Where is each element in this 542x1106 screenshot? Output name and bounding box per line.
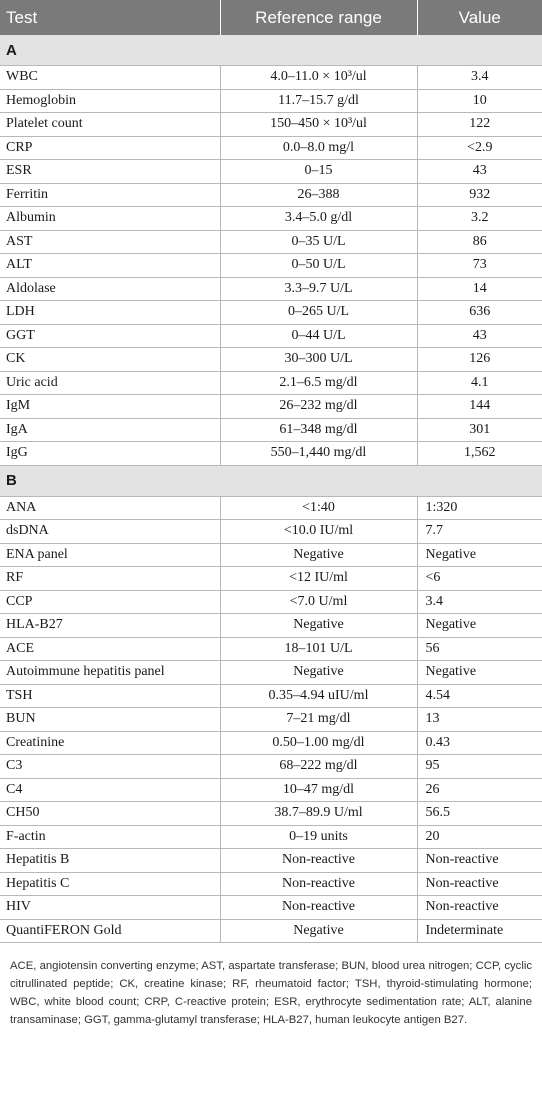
test-name-cell: C4 [0,778,220,802]
test-name-cell: Autoimmune hepatitis panel [0,661,220,685]
table-row [0,614,542,638]
reference-range-cell: 0.0–8.0 mg/l [220,136,417,160]
reference-range-cell: Negative [220,614,417,638]
test-name-cell: ANA [0,496,220,520]
reference-range-cell: 26–232 mg/dl [220,395,417,419]
reference-range-cell: 0–44 U/L [220,324,417,348]
test-name-cell: IgA [0,418,220,442]
value-cell: Negative [417,543,542,567]
value-cell: Negative [417,614,542,638]
reference-range-cell: 0–15 [220,160,417,184]
reference-range-cell: 550–1,440 mg/dl [220,442,417,466]
table-footnote: ACE, angiotensin converting enzyme; AST, aspartate transferase; BUN, blood urea nitrogen; CCP, cyclic citrullinated peptide; CK, creatine kinase; RF, rheumatoid factor; TSH, thyroid-stimulating hormone; WBC, white blood count; CRP, C-reactive protein; ESR, erythrocyte sedimentation rate; ALT, alanine transaminase; GGT, gamma-glutamyl transferase; HLA-B27, human leukocyte antigen B27. [10,960,532,1026]
value-cell: 144 [417,395,542,419]
header-test: Test [0,0,220,35]
header-row [0,0,542,35]
value-cell: 636 [417,301,542,325]
test-name-cell: ALT [0,254,220,278]
value-cell: 1:320 [417,496,542,520]
table-row [0,395,542,419]
test-name-cell: CK [0,348,220,372]
value-cell: 95 [417,755,542,779]
value-cell: Non-reactive [417,896,542,920]
value-cell: 3.4 [417,66,542,90]
reference-range-cell: 10–47 mg/dl [220,778,417,802]
table-row [0,755,542,779]
value-cell: 3.4 [417,590,542,614]
reference-range-cell: 2.1–6.5 mg/dl [220,371,417,395]
test-name-cell: HLA-B27 [0,614,220,638]
value-cell: 14 [417,277,542,301]
reference-range-cell: <12 IU/ml [220,567,417,591]
table-row [0,207,542,231]
value-cell: Non-reactive [417,849,542,873]
reference-range-cell: 150–450 × 10³/ul [220,113,417,137]
test-name-cell: ESR [0,160,220,184]
test-name-cell: Albumin [0,207,220,231]
table-row [0,136,542,160]
table-row [0,160,542,184]
test-name-cell: QuantiFERON Gold [0,919,220,943]
test-name-cell: TSH [0,684,220,708]
table-row [0,277,542,301]
value-cell: 43 [417,160,542,184]
reference-range-cell: Non-reactive [220,896,417,920]
reference-range-cell: 0–265 U/L [220,301,417,325]
section-a [0,35,542,465]
value-cell: 1,562 [417,442,542,466]
value-cell: Negative [417,661,542,685]
test-name-cell: IgG [0,442,220,466]
test-name-cell: dsDNA [0,520,220,544]
header-reference-range: Reference range [220,0,417,35]
value-cell: 7.7 [417,520,542,544]
test-name-cell: RF [0,567,220,591]
reference-range-cell: 0–50 U/L [220,254,417,278]
value-cell: 126 [417,348,542,372]
table-row [0,348,542,372]
reference-range-cell: Negative [220,543,417,567]
value-cell: 0.43 [417,731,542,755]
reference-range-cell: <1:40 [220,496,417,520]
test-name-cell: Hemoglobin [0,89,220,113]
test-name-cell: Uric acid [0,371,220,395]
table-row [0,543,542,567]
value-cell: <2.9 [417,136,542,160]
table-row [0,872,542,896]
value-cell: 56.5 [417,802,542,826]
section-label: A [0,35,542,66]
value-cell: 26 [417,778,542,802]
table-row [0,684,542,708]
section-label: B [0,465,542,496]
reference-range-cell: 0–19 units [220,825,417,849]
test-name-cell: GGT [0,324,220,348]
test-name-cell: WBC [0,66,220,90]
value-cell: 20 [417,825,542,849]
table-row [0,89,542,113]
table-row [0,590,542,614]
test-name-cell: Ferritin [0,183,220,207]
table-row [0,496,542,520]
value-cell: Indeterminate [417,919,542,943]
section-b [0,465,542,943]
value-cell: 932 [417,183,542,207]
reference-range-cell: <10.0 IU/ml [220,520,417,544]
header-value: Value [417,0,542,35]
test-name-cell: CH50 [0,802,220,826]
test-name-cell: CCP [0,590,220,614]
test-name-cell: HIV [0,896,220,920]
test-name-cell: LDH [0,301,220,325]
table-row [0,301,542,325]
table-row [0,919,542,943]
test-name-cell: BUN [0,708,220,732]
value-cell: 301 [417,418,542,442]
reference-range-cell: 61–348 mg/dl [220,418,417,442]
test-name-cell: Creatinine [0,731,220,755]
value-cell: 4.54 [417,684,542,708]
value-cell: 4.1 [417,371,542,395]
value-cell: 86 [417,230,542,254]
table-row [0,371,542,395]
reference-range-cell: 0.50–1.00 mg/dl [220,731,417,755]
reference-range-cell: 11.7–15.7 g/dl [220,89,417,113]
value-cell: 56 [417,637,542,661]
reference-range-cell: Negative [220,661,417,685]
section-header-row [0,465,542,496]
table-row [0,731,542,755]
test-name-cell: Aldolase [0,277,220,301]
reference-range-cell: Negative [220,919,417,943]
value-cell: 3.2 [417,207,542,231]
reference-range-cell: 38.7–89.9 U/ml [220,802,417,826]
test-name-cell: ENA panel [0,543,220,567]
reference-range-cell: Non-reactive [220,849,417,873]
table-row [0,896,542,920]
value-cell: Non-reactive [417,872,542,896]
reference-range-cell: 30–300 U/L [220,348,417,372]
test-name-cell: ACE [0,637,220,661]
table-row [0,778,542,802]
table-row [0,230,542,254]
reference-range-cell: 26–388 [220,183,417,207]
value-cell: 10 [417,89,542,113]
test-name-cell: AST [0,230,220,254]
table-row [0,825,542,849]
reference-range-cell: 0.35–4.94 uIU/ml [220,684,417,708]
table-row [0,661,542,685]
reference-range-cell: 18–101 U/L [220,637,417,661]
value-cell: <6 [417,567,542,591]
reference-range-cell: 4.0–11.0 × 10³/ul [220,66,417,90]
reference-range-cell: 68–222 mg/dl [220,755,417,779]
value-cell: 43 [417,324,542,348]
table-row [0,708,542,732]
value-cell: 13 [417,708,542,732]
table-row [0,802,542,826]
test-name-cell: Hepatitis B [0,849,220,873]
reference-range-cell: 7–21 mg/dl [220,708,417,732]
reference-range-cell: 3.3–9.7 U/L [220,277,417,301]
table-row [0,324,542,348]
section-header-row [0,35,542,66]
test-name-cell: CRP [0,136,220,160]
table-row [0,113,542,137]
table-row [0,418,542,442]
reference-range-cell: Non-reactive [220,872,417,896]
table-row [0,520,542,544]
reference-range-cell: 0–35 U/L [220,230,417,254]
test-name-cell: F-actin [0,825,220,849]
test-name-cell: Hepatitis C [0,872,220,896]
reference-range-cell: 3.4–5.0 g/dl [220,207,417,231]
test-name-cell: C3 [0,755,220,779]
test-name-cell: IgM [0,395,220,419]
table-row [0,254,542,278]
test-name-cell: Platelet count [0,113,220,137]
reference-range-cell: <7.0 U/ml [220,590,417,614]
table-row [0,442,542,466]
table-row [0,66,542,90]
value-cell: 122 [417,113,542,137]
table-row [0,567,542,591]
table-row [0,849,542,873]
table-row [0,637,542,661]
value-cell: 73 [417,254,542,278]
table-row [0,183,542,207]
